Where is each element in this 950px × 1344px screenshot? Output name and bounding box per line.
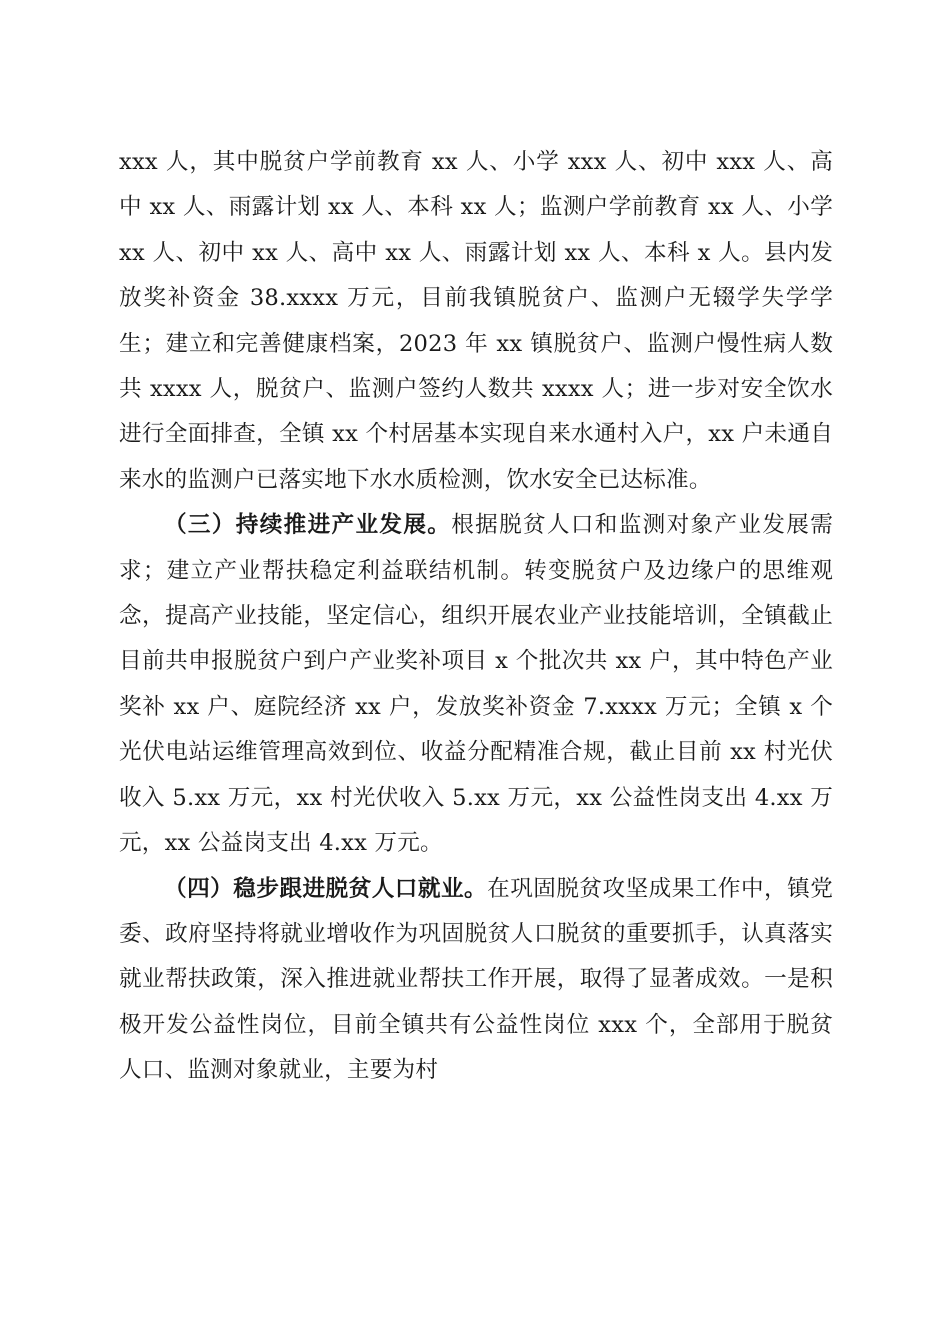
section-heading-industry: （三）持续推进产业发展。 — [164, 512, 452, 539]
paragraph-employment — [119, 867, 833, 1094]
section-heading-employment: （四）稳步跟进脱贫人口就业。 — [164, 875, 488, 902]
paragraph-text: xxx 人，其中脱贫户学前教育 xx 人、小学 xxx 人、初中 xxx 人、高中 xx 人、雨露计划 xx 人、本科 xx 人；监测户学前教育 xx 人、小学 xx 人、初中 xx 人、高中 xx 人、雨露计划 xx 人、本科 x 人。县内发放奖补资金 38.xxxx 万元，目前我镇脱贫户、监测户无辍学失学学生；建立和完善健康档案，2023 年 xx 镇脱贫户、监测户慢性病人数共 xxxx 人，脱贫户、监测户签约人数共 xxxx 人；进一步对安全饮水进行全面排查，全镇 xx 个村居基本实现自来水通村入户，xx 户未通自来水的监测户已落实地下水水质检测，饮水安全已达标准。 — [119, 149, 833, 493]
paragraph-education-health-water — [119, 140, 833, 503]
document-body — [119, 140, 833, 1094]
paragraph-industry-development — [119, 503, 833, 866]
paragraph-text: 根据脱贫人口和监测对象产业发展需求；建立产业帮扶稳定利益联结机制。转变脱贫户及边缘户的思维观念，提高产业技能，坚定信心，组织开展农业产业技能培训，全镇截止目前共申报脱贫户到户产业奖补项目 x 个批次共 xx 户，其中特色产业奖补 xx 户、庭院经济 xx 户，发放奖补资金 7.xxxx 万元；全镇 x 个光伏电站运维管理高效到位、收益分配精准合规，截止目前 xx 村光伏收入 5.xx 万元，xx 村光伏收入 5.xx 万元，xx 公益性岗支出 4.xx 万元，xx 公益岗支出 4.xx 万元。 — [119, 512, 833, 857]
paragraph-text: 在巩固脱贫攻坚成果工作中，镇党委、政府坚持将就业增收作为巩固脱贫人口脱贫的重要抓手，认真落实就业帮扶政策，深入推进就业帮扶工作开展，取得了显著成效。一是积极开发公益性岗位，目前全镇共有公益性岗位 xxx 个，全部用于脱贫人口、监测对象就业，主要为村 — [119, 875, 833, 1084]
